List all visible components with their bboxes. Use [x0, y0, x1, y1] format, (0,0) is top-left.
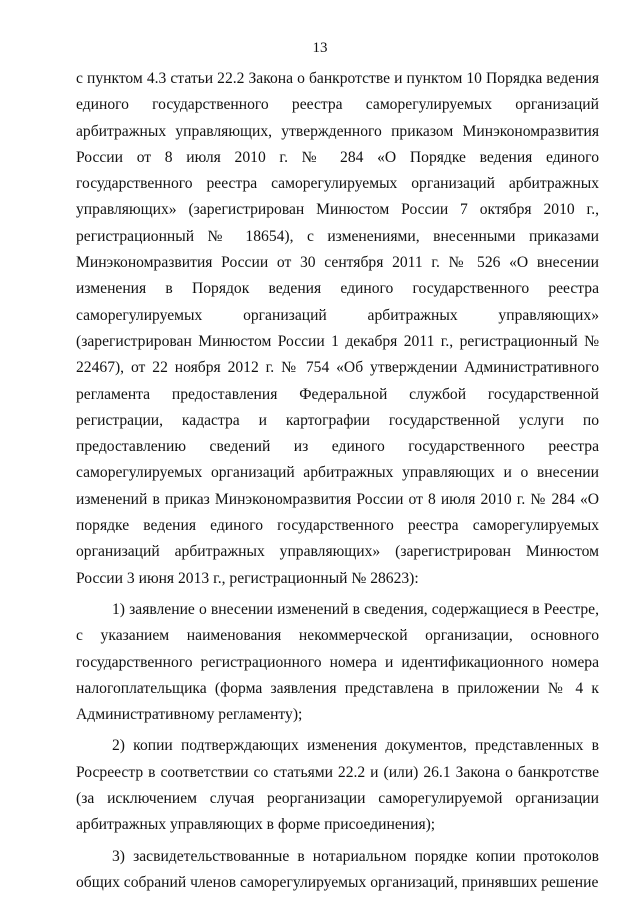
list-item-1: 1) заявление о внесении изменений в сведения, содержащиеся в Реестре, с указанием наименования некоммерческой организации, основного государственного регистрационного номера и идентификационного номера налогоплательщика (форма заявления представлена в приложении № 4 к Административному регламенту);	[76, 600, 599, 724]
page-number: 13	[312, 40, 328, 56]
list-item-2: 2) копии подтверждающих изменения документов, представленных в Росреестр в соответствии со статьями 22.2 и (или) 26.1 Закона о банкротстве (за исключением случая реорганизации саморегулируемой организации арбитражных управляющих в форме присоединения);	[76, 737, 599, 834]
intro-paragraph: с пунктом 4.3 статьи 22.2 Закона о банкротстве и пунктом 10 Порядка ведения единого государственного реестра саморегулируемых организаций арбитражных управляющих, утвержденного приказом Минэкономразвития России от 8 июля 2010 г. № 284 «О Порядке ведения единого государственного реестра саморегулируемых организаций арбитражных управляющих» (зарегистрирован Минюстом России 7 октября 2010 г., регистрационный № 18654), с изменениями, внесенными приказами Минэкономразвития России от 30 сентября 2011 г. № 526 «О внесении изменения в Порядок ведения единого государственного реестра саморегулируемых организаций арбитражных управляющих» (зарегистрирован Минюстом России 1 декабря 2011 г., регистрационный № 22467), от 22 ноября 2012 г. № 754 «Об утверждении Административного регламента предоставления Федеральной службой государственной регистрации, кадастра и картографии государственной услуги по предоставлению сведений из единого государственного реестра саморегулируемых организаций арбитражных управляющих и о внесении изменений в приказ Минэкономразвития России от 8 июля 2010 г. № 284 «О порядке ведения единого государственного реестра саморегулируемых организаций арбитражных управляющих» (зарегистрирован Минюстом России 3 июня 2013 г., регистрационный № 28623):	[76, 70, 599, 587]
list-item-3: 3) засвидетельствованные в нотариальном порядке копии протоколов общих собраний членов саморегулируемых организаций, принявших решение	[76, 847, 599, 891]
document-body	[76, 66, 599, 896]
